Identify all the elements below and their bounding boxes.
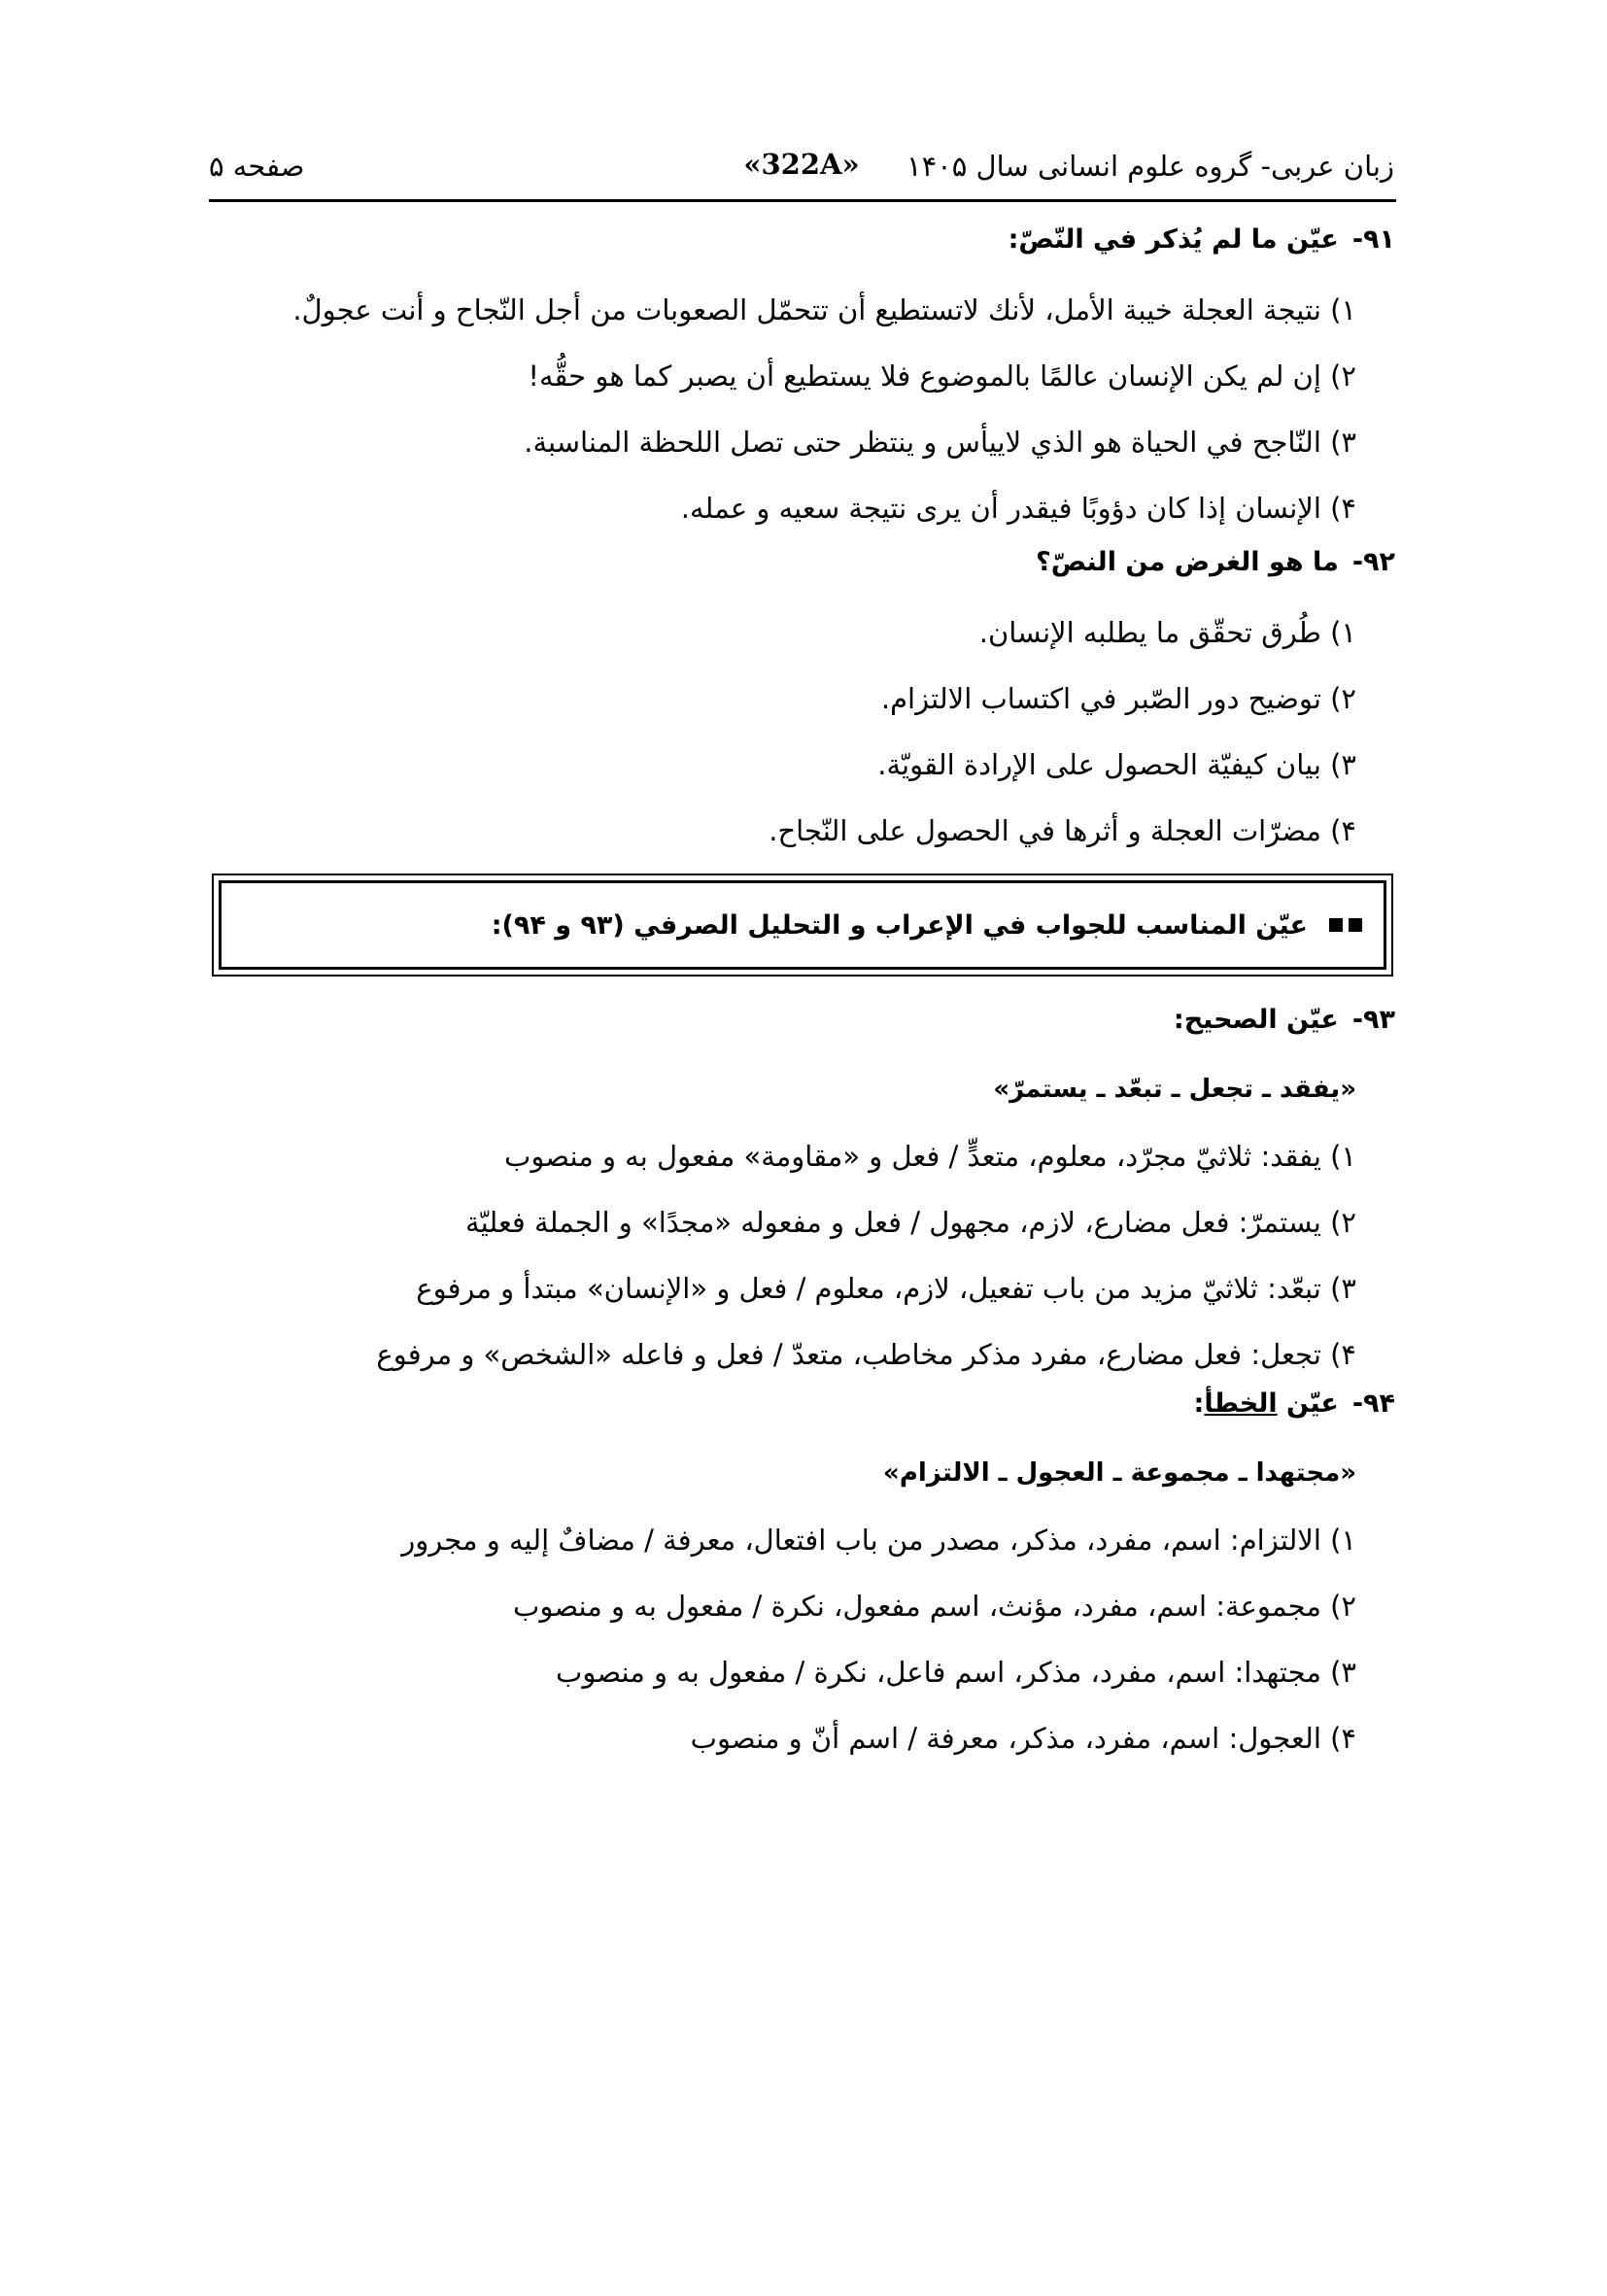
header-divider [209, 199, 1396, 202]
question-91-option-1: ۱) نتيجة العجلة خيبة الأمل، لأنك لاتستطيع أن تتحمّل الصعوبات من أجل النّجاح و أنت عجولٌ. [292, 293, 1356, 326]
question-93-option-4: ۴) تجعل: فعل مضارع، مفرد مذكر مخاطب، متعدّ / فعل و فاعله «الشخص» و مرفوع [376, 1338, 1356, 1371]
question-92 [200, 538, 1395, 869]
bullet-squares-icon [1323, 918, 1362, 932]
question-92-option-1: ۱) طُرق تحقّق ما يطلبه الإنسان. [978, 616, 1356, 649]
question-93-phrase: «يفقد ـ تجعل ـ تبعّد ـ يستمرّ» [993, 1075, 1356, 1104]
instruction-box [219, 880, 1386, 970]
page-number: صفحه ۵ [209, 150, 305, 183]
question-93-text: عيّن الصحيح: [1173, 1005, 1339, 1035]
question-93-option-1: ۱) يفقد: ثلاثيّ مجرّد، معلوم، متعدٍّ / فعل و «مقاومة» مفعول به و منصوب [504, 1140, 1356, 1173]
question-93-option-3: ۳) تبعّد: ثلاثيّ مزيد من باب تفعيل، لازم، معلوم / فعل و «الإنسان» مبتدأ و مرفوع [416, 1272, 1356, 1305]
question-91-option-4: ۴) الإنسان إذا كان دؤوبًا فيقدر أن يرى نتيجة سعيه و عمله. [680, 492, 1356, 525]
question-94-option-4: ۴) العجول: اسم، مفرد، مذكر، معرفة / اسم أنّ و منصوب [690, 1722, 1356, 1755]
question-92-heading [200, 538, 1395, 604]
question-92-option-3: ۳) بيان كيفيّة الحصول على الإرادة القويّة. [877, 748, 1356, 781]
exam-subject: زبان عربی- گروه علوم انسانی سال ۱۴۰۵ [906, 150, 1394, 183]
question-94-option-1: ۱) الالتزام: اسم، مفرد، مذكر، مصدر من باب افتعال، معرفة / مضافٌ إليه و مجرور [401, 1524, 1356, 1557]
question-94-phrase: «مجتهدا ـ مجموعة ـ العجول ـ الالتزام» [883, 1458, 1356, 1488]
question-93 [200, 996, 1395, 1392]
question-91-number: ۹۱- [1351, 224, 1395, 255]
question-91 [200, 216, 1395, 546]
question-92-option-2: ۲) توضيح دور الصّبر في اكتساب الالتزام. [880, 682, 1356, 715]
question-93-number: ۹۳- [1351, 1005, 1395, 1035]
question-94-option-2: ۲) مجموعة: اسم، مفرد، مؤنث، اسم مفعول، نكرة / مفعول به و منصوب [513, 1590, 1356, 1623]
question-91-option-2: ۲) إن لم يكن الإنسان عالمًا بالموضوع فلا يستطيع أن يصبر كما هو حقُّه! [528, 360, 1356, 393]
exam-code: «322A» [743, 148, 860, 181]
question-92-number: ۹۲- [1351, 547, 1395, 577]
question-93-heading [200, 996, 1395, 1062]
question-94-text-suffix: : [1193, 1388, 1205, 1419]
question-94-heading [200, 1380, 1395, 1446]
question-94-text-prefix: عيّن [1277, 1388, 1339, 1419]
question-94-keyword: الخطأ [1204, 1388, 1278, 1419]
question-92-option-4: ۴) مضرّات العجلة و أثرها في الحصول على النّجاح. [769, 814, 1356, 847]
question-91-text: عيّن ما لم يُذكر في النّصّ: [1008, 224, 1339, 255]
question-91-heading [200, 216, 1395, 282]
page-header [209, 146, 1394, 196]
question-94-option-3: ۳) مجتهدا: اسم، مفرد، مذكر، اسم فاعل، نكرة / مفعول به و منصوب [556, 1656, 1356, 1689]
exam-code-text: 322A [761, 148, 842, 181]
question-92-text: ما هو الغرض من النصّ؟ [1036, 547, 1339, 577]
question-93-option-2: ۲) يستمرّ: فعل مضارع، لازم، مجهول / فعل و مفعوله «مجدًا» و الجملة فعليّة [465, 1206, 1356, 1239]
instruction-text: عيّن المناسب للجواب في الإعراب و التحليل الصرفي (۹۳ و ۹۴): [491, 909, 1308, 941]
question-94-number: ۹۴- [1351, 1388, 1395, 1419]
question-91-option-3: ۳) النّاجح في الحياة هو الذي لاييأس و ينتظر حتى تصل اللحظة المناسبة. [524, 426, 1356, 459]
question-94 [200, 1380, 1395, 1776]
